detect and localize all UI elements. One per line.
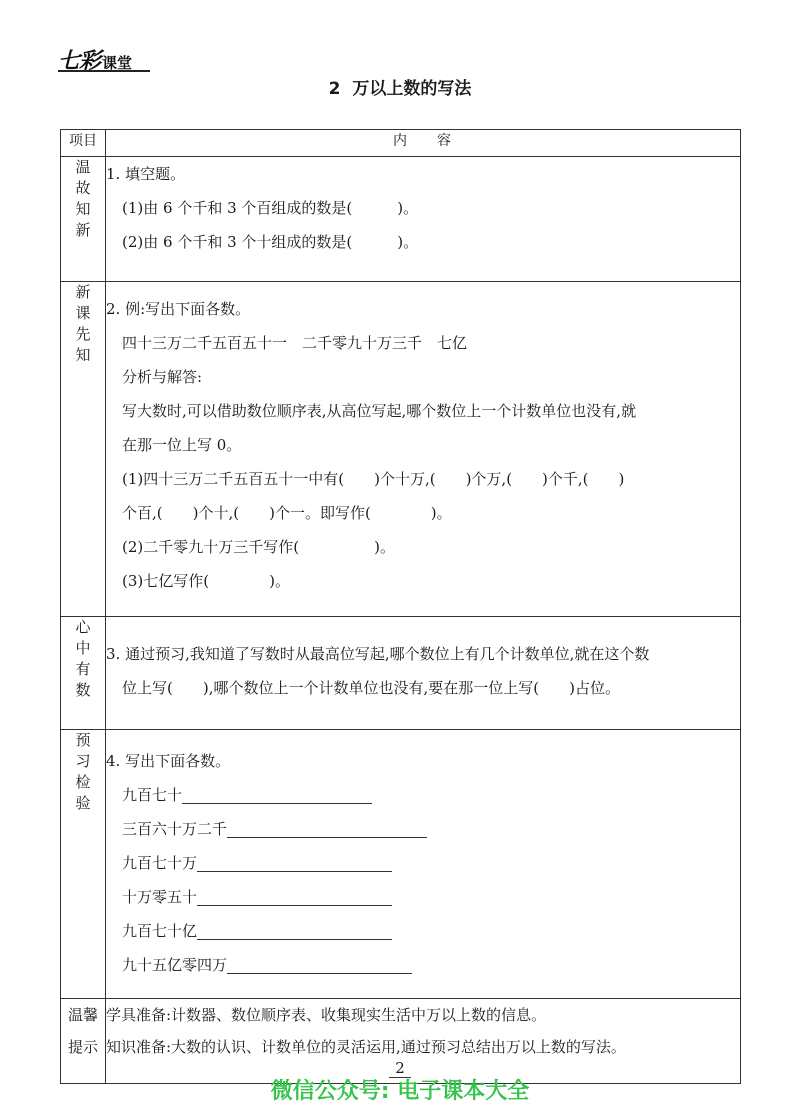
section-check xyxy=(61,730,741,999)
tips-line: 学具准备:计数器、数位顺序表、收集现实生活中万以上数的信息。 xyxy=(106,1006,547,1024)
answer-blank[interactable] xyxy=(182,803,372,804)
header-content-1: 内 xyxy=(393,133,409,149)
check-item-text: 九十五亿零四万 xyxy=(122,956,228,974)
watermark: 微信公众号: 电子课本大全 xyxy=(270,1079,530,1104)
worksheet-table xyxy=(60,129,741,1084)
reflection-content xyxy=(106,617,741,730)
check-item-text: 三百六十万二千 xyxy=(122,820,228,838)
check-item xyxy=(106,778,740,812)
answer-blank[interactable] xyxy=(197,871,392,872)
answer-blank[interactable] xyxy=(227,973,412,974)
section-label-reflection xyxy=(61,617,106,730)
tips-line: 知识准备:大数的认识、计数单位的灵活运用,通过预习总结出万以上数的写法。 xyxy=(106,1038,626,1056)
reflection-label: 心中有数 xyxy=(75,618,91,699)
check-label: 预习检验 xyxy=(75,731,91,812)
reflection-line: 3. 通过预习,我知道了写数时从最高位写起,哪个数位上有几个计数单位,就在这个数 xyxy=(106,645,650,663)
tips-label-1: 温馨 xyxy=(67,1006,98,1024)
section-reflection xyxy=(61,617,741,730)
new-lesson-line: 四十三万二千五百五十一 二千零九十万三千 七亿 xyxy=(122,334,468,352)
lesson-title: 万以上数的写法 xyxy=(352,79,472,99)
answer-blank[interactable] xyxy=(227,837,427,838)
review-label: 温故知新 xyxy=(75,158,91,239)
new-lesson-line: 在那一位上写 0。 xyxy=(122,436,242,454)
brand-logo-mark: 七彩 xyxy=(58,49,101,74)
new-lesson-line: 2. 例:写出下面各数。 xyxy=(106,300,251,318)
section-review xyxy=(61,157,741,282)
new-lesson-line: (2)二千零九十万三千写作( )。 xyxy=(122,538,395,556)
review-content xyxy=(106,157,741,282)
review-line: (1)由 6 个千和 3 个百组成的数是( )。 xyxy=(122,199,419,217)
check-item xyxy=(106,948,740,982)
section-label-review xyxy=(61,157,106,282)
header-content-2: 容 xyxy=(437,133,453,149)
header-content xyxy=(106,130,741,157)
answer-blank[interactable] xyxy=(197,905,392,906)
tips-label-2: 提示 xyxy=(67,1038,98,1056)
answer-blank[interactable] xyxy=(197,939,392,940)
brand-name: 课堂 xyxy=(102,54,133,72)
new-lesson-line: 写大数时,可以借助数位顺序表,从高位写起,哪个数位上一个计数单位也没有,就 xyxy=(122,402,637,420)
check-item-text: 九百七十亿 xyxy=(122,922,198,940)
new-lesson-line: (3)七亿写作( )。 xyxy=(122,572,290,590)
new-lesson-line: 分析与解答: xyxy=(122,368,203,386)
check-title: 4. 写出下面各数。 xyxy=(106,752,231,770)
check-item xyxy=(106,846,740,880)
new-lesson-content xyxy=(106,282,741,617)
section-label-new-lesson xyxy=(61,282,106,617)
check-item xyxy=(106,914,740,948)
review-line: (2)由 6 个千和 3 个十组成的数是( )。 xyxy=(122,233,419,251)
check-item-text: 十万零五十 xyxy=(122,888,198,906)
header-item: 项目 xyxy=(61,130,106,157)
review-line: 1. 填空题。 xyxy=(106,165,186,183)
reflection-line: 位上写( ),哪个数位上一个计数单位也没有,要在那一位上写( )占位。 xyxy=(122,679,620,697)
table-header-row xyxy=(61,130,741,157)
page-title xyxy=(0,74,800,99)
check-item xyxy=(106,812,740,846)
section-new-lesson xyxy=(61,282,741,617)
check-item xyxy=(106,880,740,914)
check-item-text: 九百七十万 xyxy=(122,854,198,872)
check-content xyxy=(106,730,741,999)
section-label-check xyxy=(61,730,106,999)
check-item-text: 九百七十 xyxy=(122,786,183,804)
brand-underline xyxy=(58,70,150,72)
new-lesson-label: 新课先知 xyxy=(75,283,91,364)
new-lesson-line: 个百,( )个十,( )个一。即写作( )。 xyxy=(122,504,452,522)
new-lesson-line: (1)四十三万二千五百五十一中有( )个十万,( )个万,( )个千,( ) xyxy=(122,470,625,488)
lesson-number: 2 xyxy=(328,79,341,99)
page-number-text: 2 xyxy=(389,1059,411,1078)
